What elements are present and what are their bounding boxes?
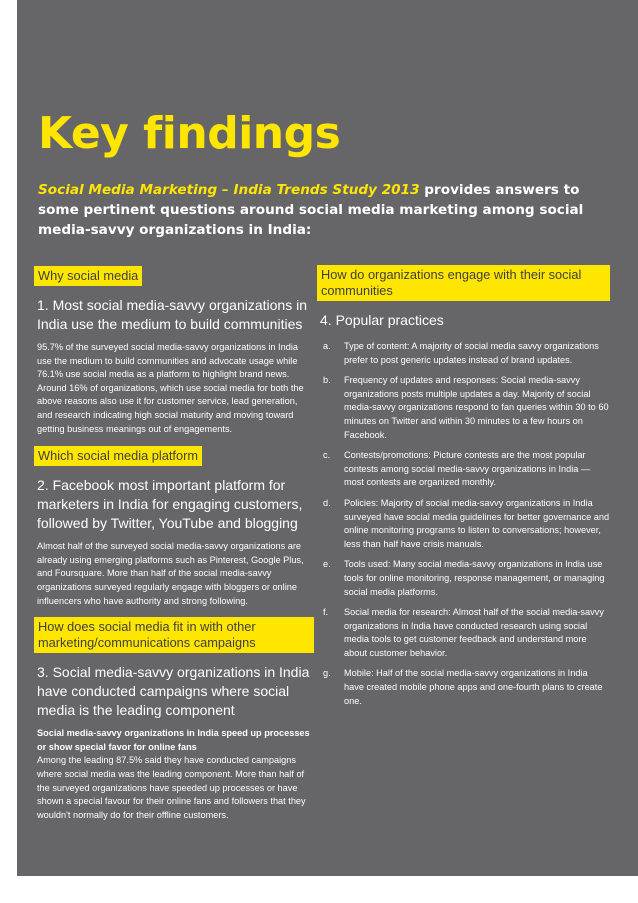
list-marker: c. xyxy=(323,450,331,461)
list-item-text: Tools used: Many social media-savvy organizations in India use tools for online monitoring, response management, or managing social media platforms. xyxy=(344,559,605,597)
list-item xyxy=(317,449,610,490)
list-item-text: Social media for research: Almost half of the social media-savvy organizations in India have conducted research using social media tools to get customer feedback and understand more about customer behavior. xyxy=(344,607,604,658)
page-title: Key findings xyxy=(38,108,341,159)
list-marker: f. xyxy=(323,607,329,618)
list-item-text: Contests/promotions: Picture contests are the most popular contests among social media-savvy organizations in India — most contests are organized monthly. xyxy=(344,450,591,488)
practices-list xyxy=(317,340,610,708)
finding-1-heading: 1. Most social media-savvy organizations in India use the medium to build communities xyxy=(37,297,308,332)
intro-paragraph xyxy=(38,180,608,240)
right-column xyxy=(317,265,610,715)
finding-3-body: Among the leading 87.5% said they have conducted campaigns where social media was the leading component. More than half of the surveyed organizations have speeded up processes or have shown a special favour for their online fans and followers that they wouldn't normally do for their offline customers. xyxy=(37,755,306,820)
list-item-text: Frequency of updates and responses: Social media-savvy organizations posts multiple updates a day. Majority of social media-savvy organizations respond to fan queries within 30 to 60 minutes on Twitter and within 30 minutes to a few hours on Facebook. xyxy=(344,375,609,440)
study-title: Social Media Marketing – India Trends Study 2013 xyxy=(38,182,420,198)
list-item-text: Type of content: A majority of social media savvy organizations prefer to post generic updates instead of brand updates. xyxy=(344,341,599,365)
list-marker: b. xyxy=(323,375,331,386)
finding-1-body: 95.7% of the surveyed social media-savvy organizations in India use the medium to build communities and advocate usage while 76.1% use social media as a platform to highlight brand news. Around 16% of organizations, which use social media for both the above reasons also use it for customer service, lead generation, and research indicating high social maturity and moving toward getting business meanings out of engagements. xyxy=(37,342,304,434)
list-item xyxy=(317,667,610,708)
intro-text: provides answers to some pertinent questions around social media marketing among social media-savvy organizations in India: xyxy=(38,182,584,238)
list-marker: a. xyxy=(323,341,331,351)
list-marker: d. xyxy=(323,497,331,508)
list-item xyxy=(317,374,610,442)
list-item-text: Mobile: Half of the social media-savvy organizations in India have created mobile phone apps and one-fourth plans to create one. xyxy=(344,668,603,706)
left-column xyxy=(34,265,314,822)
finding-4-heading: 4. Popular practices xyxy=(320,312,444,328)
section-tag-which-platform: Which social media platform xyxy=(34,446,202,466)
list-item xyxy=(317,340,610,367)
finding-2-heading: 2. Facebook most important platform for marketers in India for engaging customers, followed by Twitter, YouTube and blogging xyxy=(37,477,303,532)
list-marker: g. xyxy=(323,668,331,679)
list-item-text: Policies: Majority of social media-savvy organizations in India surveyed have social media guidelines for better governance and online monitoring programs to listen to conversations; however, less than half have crisis manuals. xyxy=(344,497,610,549)
list-item xyxy=(317,497,610,551)
section-tag-why-social-media: Why social media xyxy=(34,266,142,286)
list-marker: e. xyxy=(323,559,331,570)
list-item xyxy=(317,558,610,599)
section-tag-engagement: How do organizations engage with their social communities xyxy=(317,265,610,301)
finding-3-heading: 3. Social media-savvy organizations in India have conducted campaigns where social media is the leading component xyxy=(37,664,310,719)
list-item xyxy=(317,606,610,660)
section-tag-campaigns: How does social media fit in with other marketing/communications campaigns xyxy=(34,617,314,653)
finding-2-body: Almost half of the surveyed social media-savvy organizations are already using emerging platforms such as Pinterest, Google Plus, and Foursquare. More than half of the social media-savvy organizations surveyed regularly engage with bloggers or online influencers who have authority and strong following. xyxy=(37,541,304,606)
finding-3-subheading: Social media-savvy organizations in India speed up processes or show special favor for online fans xyxy=(37,728,310,752)
